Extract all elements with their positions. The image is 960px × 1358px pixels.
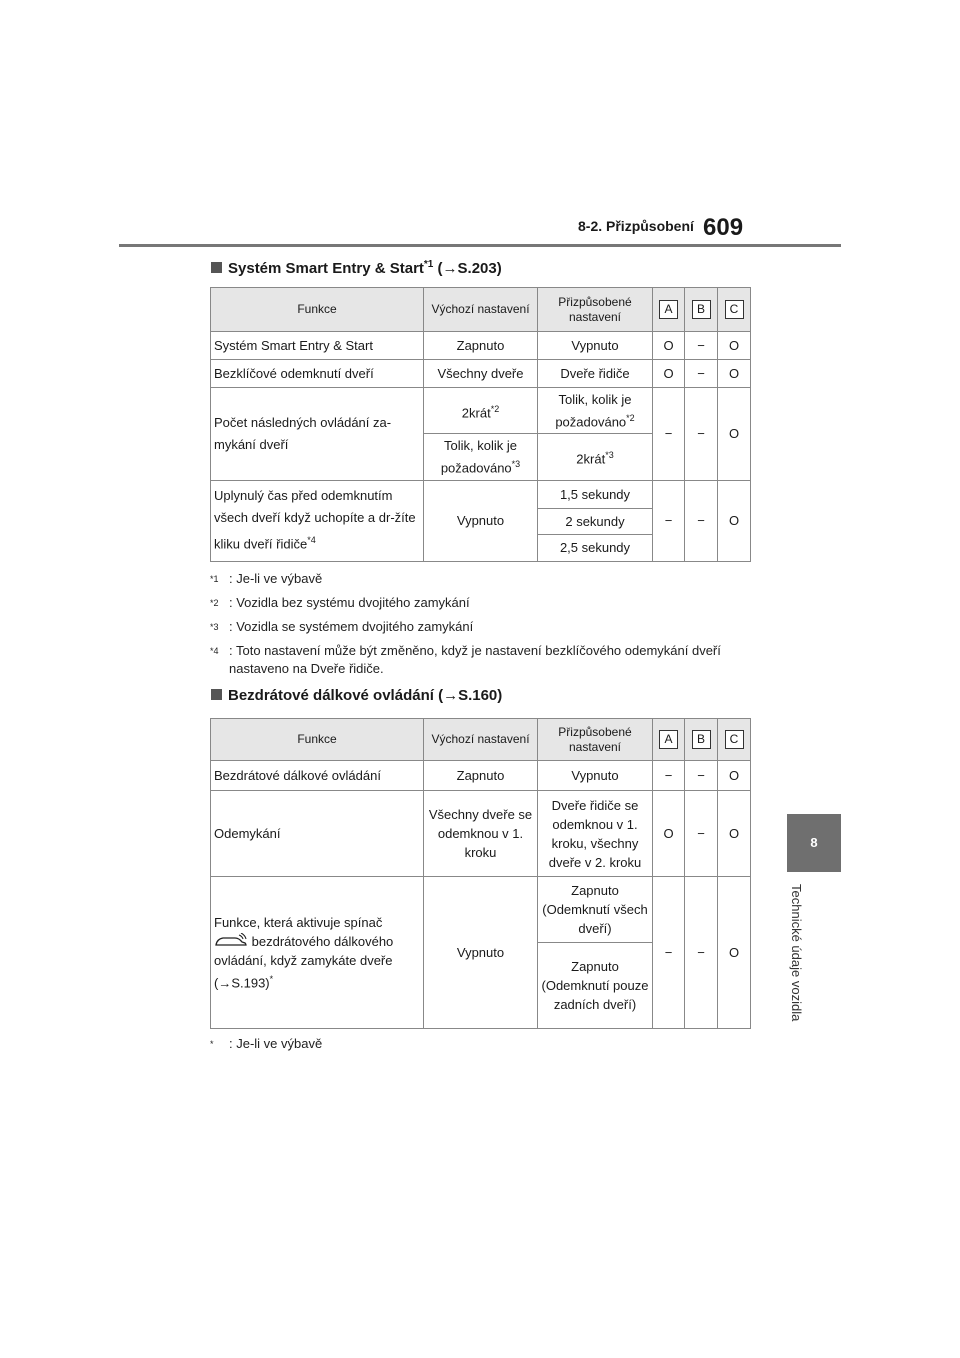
header-divider (119, 244, 841, 247)
table-row (211, 332, 751, 360)
cell-a: O (653, 332, 685, 360)
cell-custom: Zapnuto (Odemknutí pouze zadních dveří) (538, 943, 653, 1029)
cell-a: − (653, 388, 685, 481)
cell-custom: Vypnuto (538, 332, 653, 360)
cell-function: Systém Smart Entry & Start (211, 332, 424, 360)
section-heading: 8-2. Přizpůsobení (578, 218, 694, 234)
header-b (685, 719, 718, 761)
cell-c: O (718, 332, 751, 360)
cell-custom: 2krát$^{*3}$ (538, 434, 653, 480)
cell-default: Zapnuto (424, 332, 538, 360)
box-a: A (659, 730, 678, 749)
table-row (211, 791, 751, 877)
box-c: C (725, 730, 744, 749)
remote-key-icon (214, 933, 248, 949)
footnote: *3 : Vozidla se systémem dvojitého zamykání (210, 619, 474, 634)
header-custom: Přizpůsobené nastavení (538, 288, 653, 332)
table-row (211, 360, 751, 388)
cell-c: O (718, 877, 751, 1029)
header-c (718, 288, 751, 332)
footnote: *1 : Je-li ve výbavě (210, 571, 323, 586)
cell-c: O (718, 761, 751, 791)
header-custom: Přizpůsobené nastavení (538, 719, 653, 761)
page-number: 609 (703, 214, 744, 241)
section-title-smart-entry: Systém Smart Entry & Start$^{*1}$ (→S.203) (211, 259, 502, 277)
box-b: B (692, 730, 711, 749)
header-b (685, 288, 718, 332)
footnotes-section2 (210, 1035, 770, 1059)
footnotes-section1 (210, 570, 770, 684)
box-c: C (725, 300, 744, 319)
cell-custom: Vypnuto (538, 761, 653, 791)
cell-default: 2krát$^{*2}$ (424, 388, 538, 434)
smart-entry-table (210, 287, 751, 562)
chapter-tab[interactable]: 8 (787, 814, 841, 872)
cell-function: Počet následných ovládání za-mykání dveří (211, 388, 424, 481)
cell-c: O (718, 360, 751, 388)
cell-custom: 2,5 sekundy (538, 534, 653, 561)
page-reference-link[interactable]: (→S.203) (437, 260, 502, 277)
header-a (653, 288, 685, 332)
cell-b: − (685, 761, 718, 791)
wireless-remote-table (210, 718, 751, 1029)
cell-function: Bezdrátové dálkové ovládání (211, 761, 424, 791)
cell-custom: Dveře řidiče (538, 360, 653, 388)
chapter-tab-label: Technické údaje vozidla (789, 884, 804, 1022)
cell-default: Všechny dveře (424, 360, 538, 388)
cell-b: − (685, 388, 718, 481)
cell-b: − (685, 791, 718, 877)
box-b: B (692, 300, 711, 319)
table-row (211, 761, 751, 791)
cell-a: − (653, 877, 685, 1029)
cell-a: O (653, 791, 685, 877)
cell-default: Vypnuto (424, 480, 538, 561)
footnote: * : Je-li ve výbavě (210, 1036, 323, 1051)
cell-custom: 2 sekundy (538, 508, 653, 534)
cell-custom: Zapnuto (Odemknutí všech dveří) (538, 877, 653, 943)
cell-default: Zapnuto (424, 761, 538, 791)
table-row (211, 480, 751, 508)
cell-c: O (718, 480, 751, 561)
cell-custom: 1,5 sekundy (538, 480, 653, 508)
table-row (211, 877, 751, 943)
header-function: Funkce (211, 719, 424, 761)
cell-a: − (653, 761, 685, 791)
cell-default: Všechny dveře se odemknou v 1. kroku (424, 791, 538, 877)
cell-function: Bezklíčové odemknutí dveří (211, 360, 424, 388)
section-title-wireless-remote: Bezdrátové dálkové ovládání (→S.160) (211, 687, 502, 704)
table-header-row (211, 719, 751, 761)
header-c (718, 719, 751, 761)
cell-b: − (685, 332, 718, 360)
cell-custom: Tolik, kolik je požadováno$^{*2}$ (538, 388, 653, 434)
header-default: Výchozí nastavení (424, 719, 538, 761)
cell-b: − (685, 360, 718, 388)
table-row (211, 388, 751, 434)
cell-default: Tolik, kolik je požadováno$^{*3}$ (424, 434, 538, 480)
cell-function: Funkce, která aktivuje spínač bezdrátového dálkového ovládání, když zamykáte dveře (→S.193)* (211, 877, 424, 1029)
page-reference-link[interactable]: (→S.160) (438, 687, 503, 704)
footnote: *2 : Vozidla bez systému dvojitého zamykání (210, 595, 470, 610)
square-bullet-icon (211, 262, 222, 273)
table-header-row (211, 288, 751, 332)
header-function: Funkce (211, 288, 424, 332)
header-default: Výchozí nastavení (424, 288, 538, 332)
box-a: A (659, 300, 678, 319)
footnote: *4 : Toto nastavení může být změněno, když je nastavení bezklíčového odemykání dveří nastaveno na Dveře řidiče. (210, 643, 721, 676)
cell-custom: Dveře řidiče se odemknou v 1. kroku, všechny dveře v 2. kroku (538, 791, 653, 877)
cell-function: Odemykání (211, 791, 424, 877)
cell-c: O (718, 791, 751, 877)
cell-c: O (718, 388, 751, 481)
cell-b: − (685, 480, 718, 561)
cell-a: O (653, 360, 685, 388)
cell-default: Vypnuto (424, 877, 538, 1029)
square-bullet-icon (211, 689, 222, 700)
cell-a: − (653, 480, 685, 561)
cell-function: Uplynulý čas před odemknutím všech dveří když uchopíte a dr-žíte kliku dveří řidiče$^{*4}$ (211, 480, 424, 561)
header-a (653, 719, 685, 761)
cell-b: − (685, 877, 718, 1029)
